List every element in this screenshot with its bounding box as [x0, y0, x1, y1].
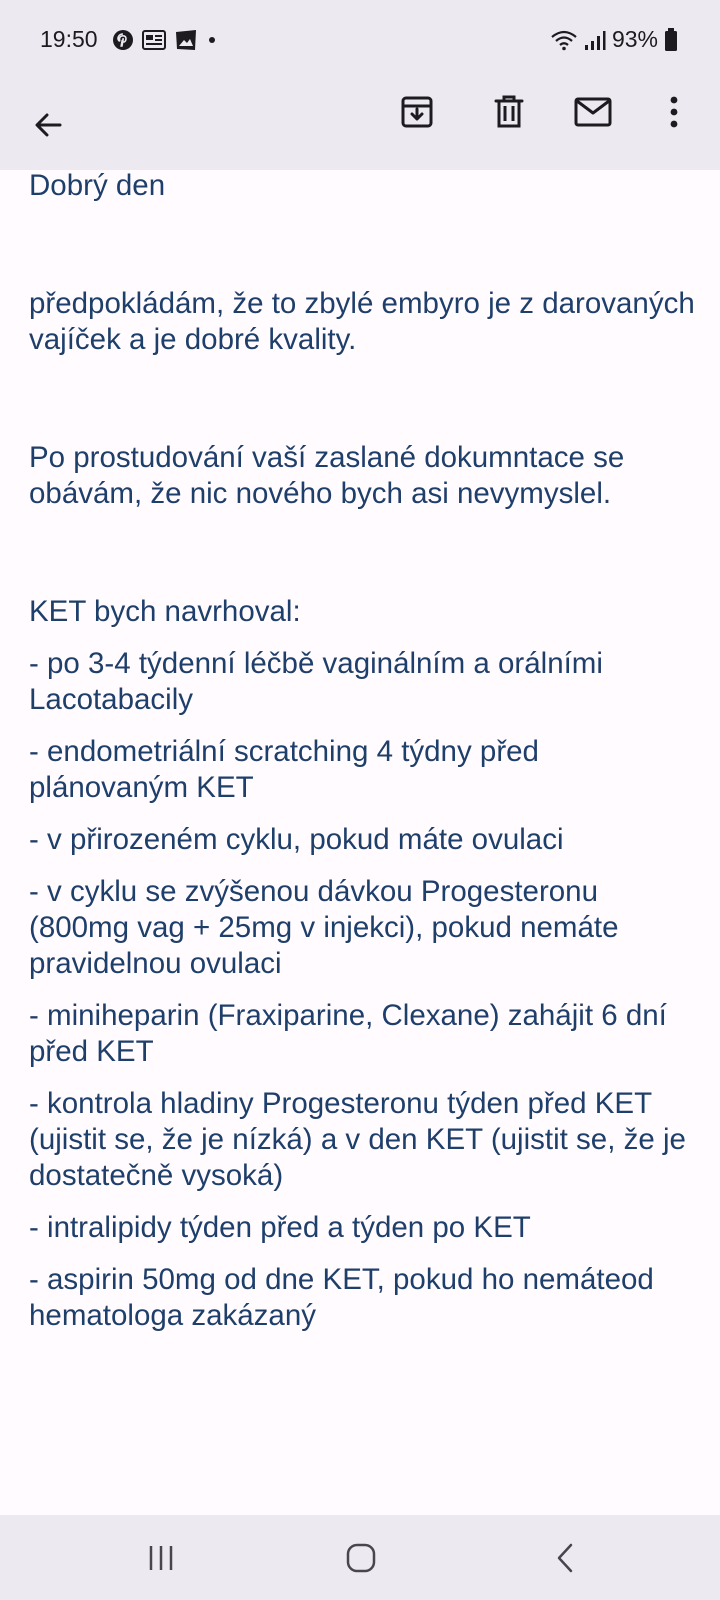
back-icon — [555, 1543, 575, 1573]
battery-icon — [664, 28, 678, 52]
home-icon — [346, 1543, 376, 1573]
list-item: - v přirozeném cyklu, pokud máte ovulaci — [29, 823, 564, 856]
status-notification-icons — [112, 28, 218, 52]
email-toolbar — [0, 80, 720, 170]
delete-button[interactable] — [485, 88, 533, 136]
system-navigation-bar — [0, 1515, 720, 1600]
list-item: - v cyklu se zvýšenou dávkou Progesteronu (800mg vag + 25mg v injekci), pokud nemáte pravidelnou ovulaci — [29, 875, 619, 980]
mark-unread-icon — [574, 97, 612, 127]
paragraph-2: Po prostudování vaší zaslané dokumntace se obávám, že nic nového bych asi nevymyslel. — [29, 441, 625, 510]
wifi-icon — [550, 29, 578, 51]
mark-unread-button[interactable] — [569, 88, 617, 136]
list-item: - aspirin 50mg od dne KET, pokud ho nemáteod hematologa zakázaný — [29, 1263, 654, 1332]
list-intro: KET bych navrhoval: — [29, 595, 301, 628]
email-message — [29, 170, 701, 1350]
archive-icon — [400, 95, 434, 129]
news-icon — [142, 30, 166, 50]
home-button[interactable] — [336, 1533, 386, 1583]
list-item: - po 3-4 týdenní léčbě vaginálním a orálními Lacotabacily — [29, 647, 603, 716]
status-system-icons — [550, 26, 678, 53]
back-arrow-icon — [32, 109, 64, 141]
paragraph-1: předpokládám, že to zbylé embyro je z darovaných vajíček a je dobré kvality. — [29, 287, 695, 356]
list-item: - endometriální scratching 4 týdny před plánovaným KET — [29, 735, 539, 804]
status-bar — [0, 0, 720, 80]
more-vert-icon — [669, 95, 679, 129]
email-body[interactable] — [0, 170, 720, 1515]
list-item: - intralipidy týden před a týden po KET — [29, 1211, 531, 1244]
signal-icon — [584, 29, 606, 51]
battery-percentage: 93% — [611, 26, 658, 52]
back-button[interactable] — [24, 101, 72, 149]
pinterest-icon — [112, 29, 134, 51]
list-item: - kontrola hladiny Progesteronu týden před KET (ujistit se, že je nízká) a v den KET (ujistit se, že je dostatečně vysoká) — [29, 1087, 686, 1192]
status-time: 19:50 — [40, 26, 98, 52]
list-item: - miniheparin (Fraxiparine, Clexane) zahájit 6 dní před KET — [29, 999, 667, 1068]
delete-icon — [494, 95, 524, 129]
back-nav-button[interactable] — [540, 1533, 590, 1583]
archive-button[interactable] — [393, 88, 441, 136]
recent-apps-button[interactable] — [136, 1533, 186, 1583]
greeting: Dobrý den — [29, 170, 166, 202]
recent-apps-icon — [147, 1545, 175, 1571]
gallery-icon — [174, 28, 198, 52]
dot-icon — [206, 34, 218, 46]
more-options-button[interactable] — [650, 88, 698, 136]
